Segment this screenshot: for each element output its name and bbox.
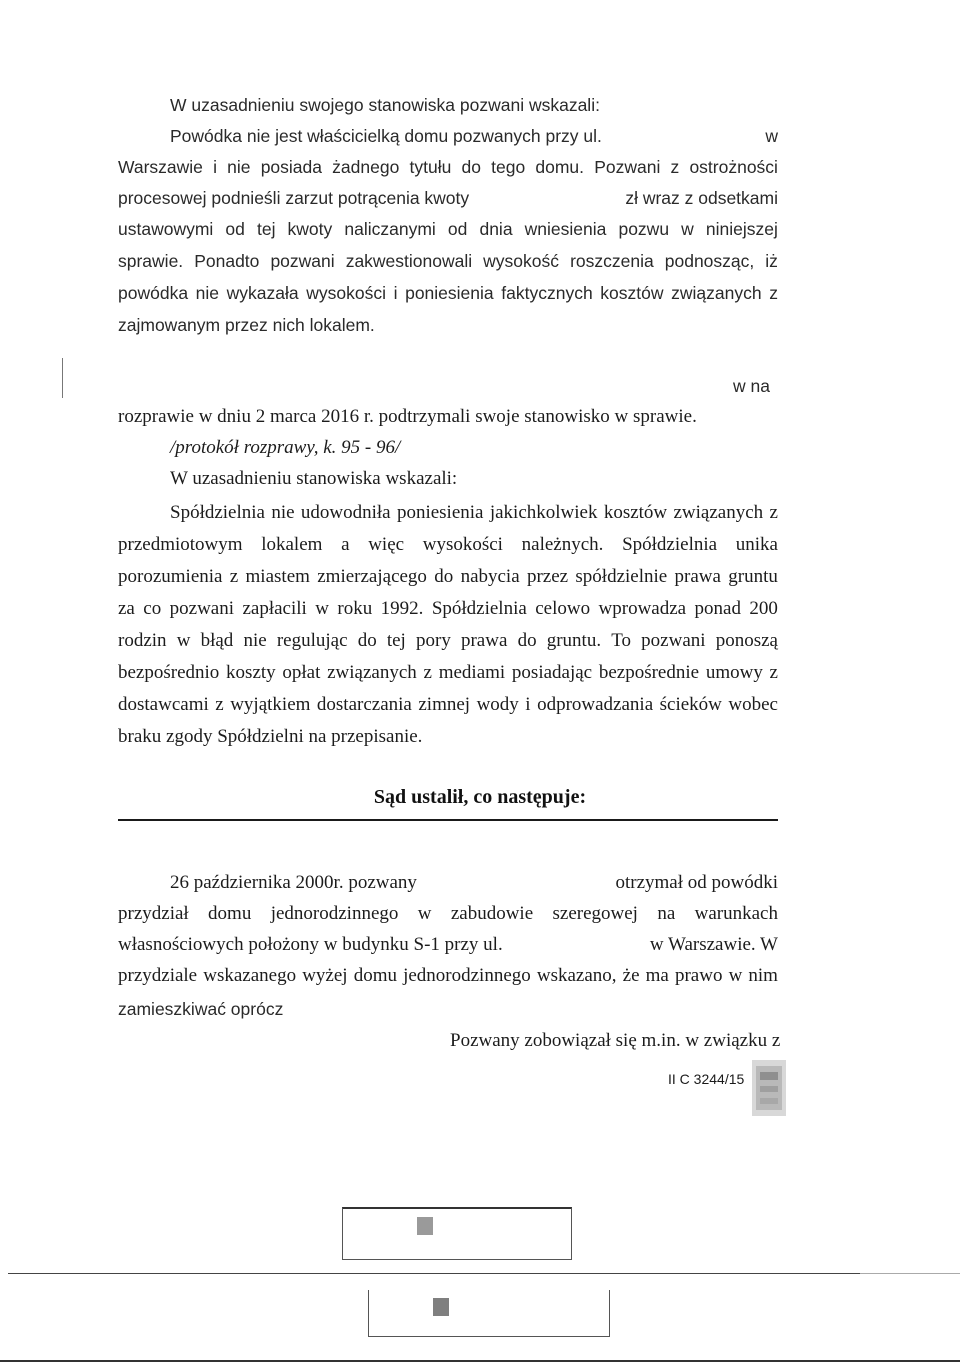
text-line: [118, 249, 778, 273]
word: tego: [491, 157, 526, 177]
text-line: [118, 565, 778, 589]
word: należnych.: [521, 534, 604, 555]
text-segment: zł wraz z odsetkami: [625, 188, 778, 208]
word: wykazała: [226, 283, 299, 303]
word: wysokość: [483, 251, 560, 271]
word: z: [769, 662, 778, 683]
word: faktycznych: [501, 283, 593, 303]
text-line: [118, 661, 778, 685]
text-line: [118, 186, 778, 210]
word: wody: [476, 694, 519, 715]
word: i: [393, 283, 398, 303]
text-line: [118, 964, 778, 988]
word: posiada: [260, 157, 322, 177]
word: gruntu.: [546, 630, 602, 651]
word: udowodniła: [300, 502, 391, 523]
word: nie: [243, 630, 267, 651]
section-heading: Sąd ustalił, co następuje:: [373, 786, 587, 808]
word: prawo: [674, 965, 723, 986]
word: domu: [353, 965, 397, 986]
stamp-icon: [417, 1217, 433, 1235]
word: porozumienia: [118, 566, 223, 587]
word: lokalem: [261, 534, 323, 555]
word: w: [176, 630, 191, 651]
text-line: [118, 533, 778, 557]
word: bezpośrednio: [118, 662, 220, 683]
word: miastem: [245, 566, 310, 587]
word: celowo: [535, 598, 591, 619]
text-line: W uzasadnieniu stanowiska wskazali:: [170, 468, 458, 489]
word: wysokości: [306, 283, 386, 303]
word: w: [728, 965, 743, 986]
word: spółdzielnie: [575, 566, 668, 587]
word: roszczenia: [570, 251, 654, 271]
word: mediami: [438, 662, 506, 683]
text-line: zajmowanym przez nich lokalem.: [118, 315, 375, 335]
scan-frame: [342, 1207, 572, 1260]
word: przydziale: [118, 965, 198, 986]
word: tytułu: [409, 157, 452, 177]
word: kosztów: [603, 502, 668, 523]
text-line: Pozwany zobowiązał się m.in. w związku z: [450, 1030, 781, 1051]
text-line: [118, 902, 778, 926]
word: wskazano,: [536, 965, 617, 986]
text-line: [118, 933, 778, 957]
word: jednorodzinnego: [403, 965, 531, 986]
word: opłat: [282, 662, 321, 683]
word: jednorodzinnego: [270, 903, 399, 924]
word: wprowadza: [598, 598, 687, 619]
word: z: [769, 502, 778, 523]
case-reference: II C 3244/15: [668, 1071, 745, 1087]
divider: [860, 1273, 960, 1274]
word: umowy: [705, 662, 763, 683]
word: prawa: [460, 630, 508, 651]
word: za: [118, 598, 135, 619]
word: pory: [416, 630, 451, 651]
word: prawa: [674, 566, 721, 587]
word: kosztów: [600, 283, 664, 303]
text-line: zamieszkiwać oprócz: [118, 999, 284, 1019]
word: z: [229, 566, 239, 587]
word: powódka: [118, 283, 189, 303]
word: jakichkolwiek: [489, 502, 598, 523]
word: Spółdzielnia: [622, 534, 718, 555]
word: pozwu: [618, 219, 670, 239]
word: Pozwani: [594, 157, 661, 177]
word: nie: [195, 283, 220, 303]
word: ponoszą: [715, 630, 778, 651]
word: zapłacili: [242, 598, 307, 619]
text-line: w na: [733, 376, 770, 396]
text-line: [118, 629, 778, 653]
text-line: [118, 217, 778, 241]
word: przez: [526, 566, 569, 587]
word: i: [213, 157, 217, 177]
text-line: [118, 155, 778, 179]
intro-line: W uzasadnieniu swojego stanowiska pozwani wskazali:: [170, 95, 600, 115]
divider: [8, 1273, 860, 1274]
stamp-icon: [433, 1298, 449, 1316]
text-segment: 26 października 2000r. pozwany: [170, 872, 417, 893]
text-segment: procesowej podnieśli zarzut potrącenia kwoty: [118, 188, 470, 208]
word: co: [143, 598, 162, 619]
word: domu.: [535, 157, 585, 177]
word: zakwestionowali: [345, 251, 473, 271]
word: zabudowie: [450, 903, 534, 924]
text-segment: w: [765, 126, 778, 146]
word: w: [681, 219, 694, 239]
word: dnia: [479, 219, 513, 239]
word: odprowadzania: [537, 694, 654, 715]
margin-mark: [62, 358, 63, 398]
word: do: [357, 630, 377, 651]
word: Spółdzielnia: [170, 502, 265, 523]
stamp-icon: [752, 1060, 786, 1116]
word: na: [657, 903, 676, 924]
word: naliczanymi: [344, 219, 436, 239]
word: warunkach: [694, 903, 778, 924]
word: z: [423, 662, 432, 683]
word: iż: [765, 251, 778, 271]
word: nabycia: [460, 566, 520, 587]
text-segment: otrzymał od powódki: [615, 872, 778, 893]
word: z: [670, 157, 680, 177]
word: wniesienia: [524, 219, 607, 239]
word: poniesienia: [405, 283, 494, 303]
word: od: [225, 219, 245, 239]
word: podnosząc,: [664, 251, 755, 271]
word: sprawie.: [118, 251, 184, 271]
word: więc: [368, 534, 405, 555]
word: niniejszej: [705, 219, 778, 239]
word: szeregowej: [552, 903, 638, 924]
word: Warszawie: [118, 157, 203, 177]
text-line: [118, 281, 778, 305]
text-line: braku zgody Spółdzielni na przepisanie.: [118, 726, 423, 747]
text-line: [118, 597, 778, 621]
word: 200: [749, 598, 778, 619]
word: wyjątkiem: [230, 694, 311, 715]
word: wysokości: [422, 534, 503, 555]
word: błąd: [200, 630, 234, 651]
word: przedmiotowym: [118, 534, 243, 555]
word: kwoty: [287, 219, 333, 239]
word: i: [525, 694, 531, 715]
word: związanych: [327, 662, 417, 683]
word: z: [769, 283, 778, 303]
word: nie: [271, 502, 295, 523]
word: zimnej: [418, 694, 471, 715]
word: nie: [227, 157, 251, 177]
text-segment: Powódka nie jest właścicielką domu pozwanych przy ul.: [170, 126, 602, 146]
text-line: [170, 871, 778, 895]
word: roku: [337, 598, 373, 619]
word: tej: [386, 630, 406, 651]
word: od: [447, 219, 468, 239]
word: pozwani: [169, 598, 235, 619]
text-segment: własnościowych położony w budynku S-1 przy ul.: [118, 934, 503, 955]
word: 1992.: [380, 598, 424, 619]
word: ustawowymi: [118, 219, 214, 239]
text-line: [170, 124, 778, 148]
word: żadnego: [332, 157, 400, 177]
text-segment: w Warszawie. W: [649, 934, 778, 955]
text-line: [118, 693, 778, 717]
scan-frame: [368, 1290, 610, 1337]
word: przydział: [118, 903, 189, 924]
word: do: [434, 566, 454, 587]
word: Spółdzielnia: [431, 598, 527, 619]
word: ścieków: [659, 694, 722, 715]
word: regulując: [276, 630, 348, 651]
word: wskazanego: [203, 965, 297, 986]
word: że: [622, 965, 640, 986]
word: tej: [256, 219, 276, 239]
word: posiadając: [511, 662, 593, 683]
word: To: [611, 630, 632, 651]
divider: [0, 1360, 960, 1362]
word: w: [417, 903, 432, 924]
word: Ponadto: [194, 251, 260, 271]
word: wobec: [728, 694, 778, 715]
word: pozwani: [270, 251, 335, 271]
word: zmierzającego: [317, 566, 427, 587]
word: związanych: [673, 502, 764, 523]
word: bezpośrednie: [598, 662, 700, 683]
word: gruntu: [728, 566, 778, 587]
word: rodzin: [118, 630, 167, 651]
word: poniesienia: [396, 502, 484, 523]
word: wyżej: [302, 965, 348, 986]
text-line: rozprawie w dniu 2 marca 2016 r. podtrzymali swoje stanowisko w sprawie.: [118, 406, 697, 427]
citation-line: /protokół rozprawy, k. 95 - 96/: [170, 437, 401, 458]
word: dostarczania: [316, 694, 412, 715]
word: związanych: [671, 283, 762, 303]
word: do: [517, 630, 537, 651]
text-line: [170, 501, 778, 525]
word: w: [315, 598, 329, 619]
word: dostawcami: [118, 694, 209, 715]
word: ostrożności: [689, 157, 778, 177]
word: ma: [645, 965, 669, 986]
word: z: [215, 694, 224, 715]
word: domu: [208, 903, 252, 924]
heading-rule: [118, 819, 778, 821]
word: koszty: [226, 662, 276, 683]
word: pozwani: [641, 630, 706, 651]
word: ponad: [694, 598, 741, 619]
word: a: [341, 534, 350, 555]
word: unika: [735, 534, 778, 555]
word: do: [461, 157, 481, 177]
word: nim: [748, 965, 778, 986]
